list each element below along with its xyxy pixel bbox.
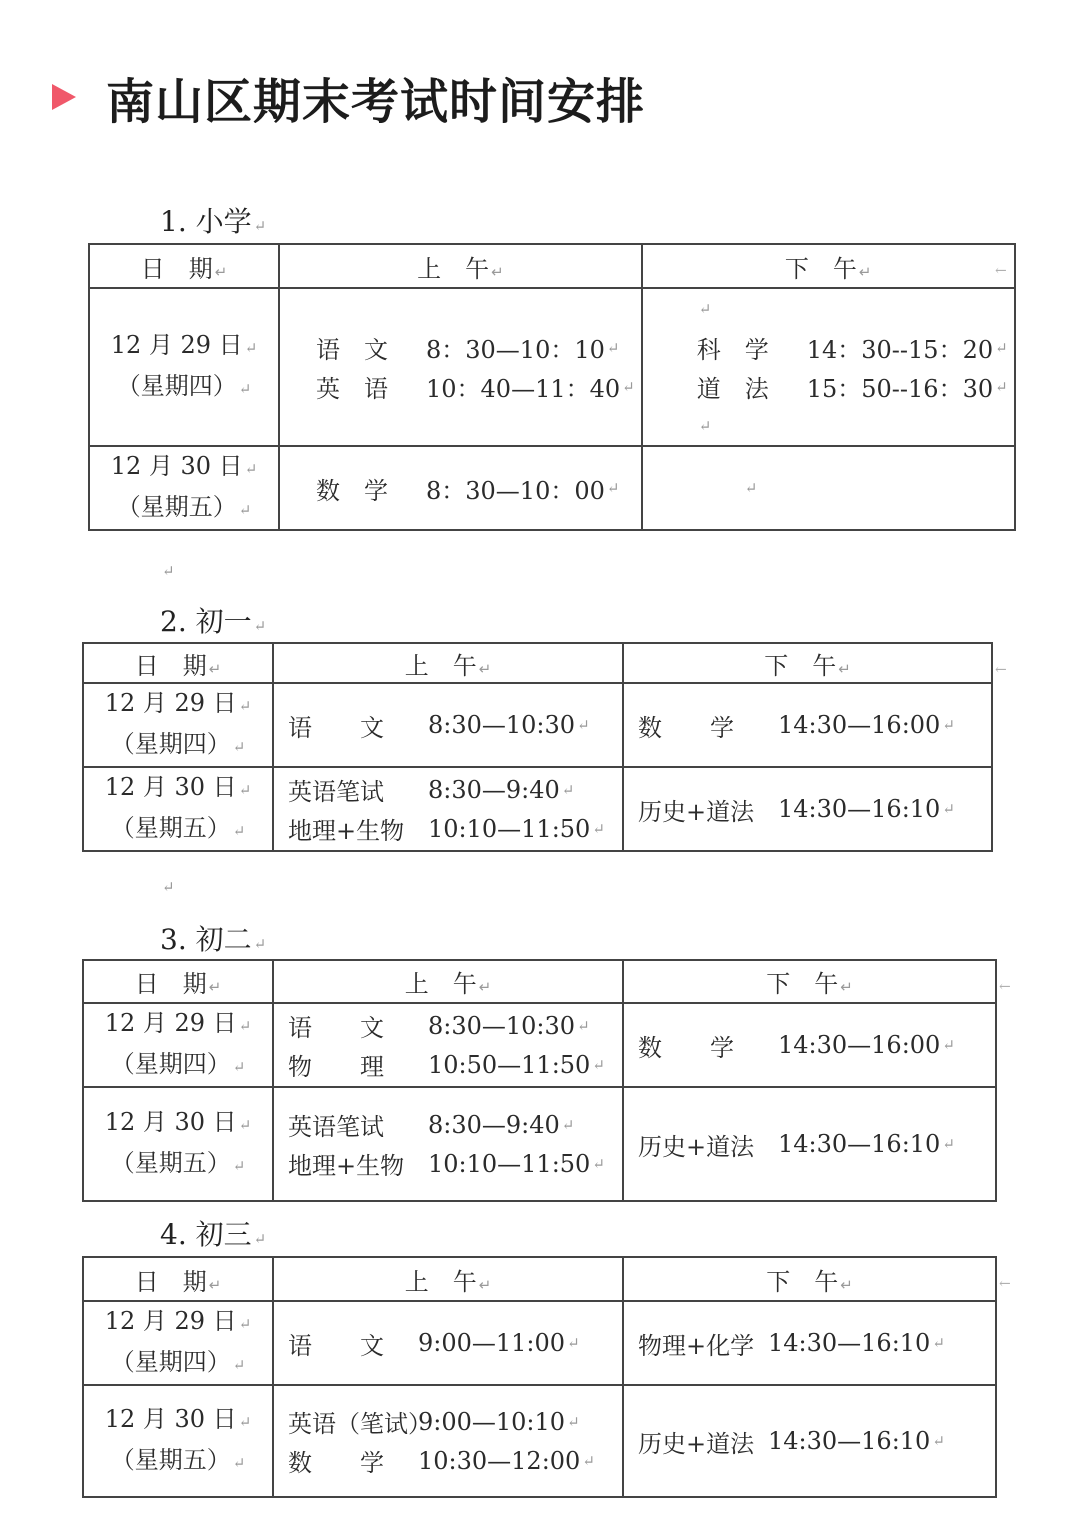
exam-time: 14：30--15：20 [806, 336, 994, 364]
exam-time: 10:10—11:50 [428, 814, 591, 843]
exam-entry [288, 1324, 616, 1363]
column-header-label: 下 午 [784, 254, 857, 283]
exam-subject: 地理+生物 [288, 817, 405, 845]
date-value: 12 月 29 日 [104, 1307, 237, 1335]
paragraph-mark-icon: ↵ [232, 1454, 246, 1472]
exam-entry [288, 1045, 616, 1084]
paragraph-mark-icon: ↵ [561, 780, 575, 799]
exam-entry [638, 1026, 989, 1065]
pm-exam-cell [623, 1003, 996, 1087]
column-header-label: 上 午 [417, 254, 490, 283]
exam-subject: 英 语 [316, 375, 388, 403]
am-exam-cell [273, 1087, 623, 1201]
date-value: 12 月 30 日 [104, 773, 237, 801]
section-title-text: 4. 初三 [160, 1218, 252, 1251]
paragraph-mark-icon: ↵ [840, 978, 853, 996]
exam-time: 8:30—10:30 [428, 711, 576, 739]
section-title [160, 600, 266, 640]
row-end-mark-icon: ← [999, 1276, 1011, 1292]
column-header-am [273, 643, 623, 683]
paragraph-mark-icon: ↵ [232, 822, 246, 840]
section-title [160, 200, 266, 240]
column-header-label: 上 午 [404, 651, 477, 680]
exam-time: 8:30—10:30 [428, 1011, 576, 1040]
pm-exam-cell [623, 1301, 996, 1385]
paragraph-mark-icon: ↵ [606, 338, 620, 357]
column-header-label: 日 期 [134, 970, 207, 998]
exam-subject: 地理+生物 [288, 1152, 405, 1180]
date-text [84, 1400, 272, 1441]
paragraph-mark-icon: ↵ [932, 1432, 945, 1450]
weekday-value: （星期四） [116, 372, 237, 400]
exam-subject: 历史+道法 [638, 797, 755, 826]
paragraph-mark-icon: ↵ [162, 562, 175, 580]
paragraph-mark-icon: ↵ [162, 878, 175, 896]
table-header-row [83, 643, 992, 683]
date-cell [89, 446, 279, 530]
exam-time: 10：40—11：40 [426, 375, 621, 403]
weekday-text [84, 1441, 272, 1482]
section-title-text: 2. 初一 [160, 605, 252, 638]
paragraph-mark-icon: ↵ [698, 416, 712, 435]
column-header-date [89, 244, 279, 288]
paragraph-mark-icon: ↵ [995, 338, 1008, 357]
date-text [84, 1302, 272, 1343]
paragraph-mark-icon: ↵ [592, 1154, 605, 1173]
section-title [160, 918, 266, 958]
exam-entry [638, 790, 985, 829]
exam-subject: 数 学 [638, 1033, 734, 1062]
exam-time: 9:00—11:00 [418, 1329, 566, 1357]
table-row [83, 1087, 996, 1201]
pm-exam-cell [623, 1087, 996, 1201]
paragraph-mark-icon: ↵ [478, 978, 492, 996]
exam-entry [288, 1006, 616, 1045]
paragraph-mark-icon: ↵ [995, 377, 1008, 396]
paragraph-mark-icon: ↵ [567, 1334, 580, 1352]
date-cell [83, 1087, 273, 1201]
paragraph-mark-icon: ↵ [582, 1451, 595, 1470]
paragraph-mark-icon: ↵ [232, 1157, 246, 1175]
paragraph-mark-icon: ↵ [577, 1016, 590, 1035]
column-header-am [273, 1257, 623, 1301]
table-header-row [83, 1257, 996, 1301]
weekday-text [90, 488, 278, 529]
date-cell [83, 683, 273, 767]
exam-subject: 历史+道法 [638, 1132, 755, 1161]
pm-exam-cell [623, 683, 992, 767]
paragraph-mark-icon: ↵ [214, 262, 228, 281]
exam-subject: 英语（笔试） [288, 1410, 432, 1438]
paragraph-mark-icon: ↵ [253, 617, 267, 635]
paragraph-mark-icon: ↵ [238, 501, 252, 519]
date-value: 12 月 30 日 [110, 452, 243, 480]
paragraph-mark-icon: ↵ [478, 1275, 492, 1294]
column-header-am [279, 244, 642, 288]
date-cell [83, 1385, 273, 1497]
exam-entry [638, 1324, 989, 1363]
schedule-table [82, 959, 997, 1202]
paragraph-mark-icon: ↵ [253, 217, 267, 235]
column-header-label: 下 午 [766, 1267, 839, 1296]
weekday-value: （星期五） [116, 493, 237, 521]
paragraph-mark-icon: ↵ [232, 1356, 246, 1374]
exam-subject: 物理+化学 [638, 1331, 755, 1360]
exam-subject: 物 理 [288, 1053, 384, 1081]
date-text [84, 768, 272, 809]
table-row [83, 1301, 996, 1385]
exam-subject: 语 文 [316, 336, 388, 364]
column-header-date [83, 960, 273, 1003]
paragraph-mark-icon: ↵ [622, 377, 635, 396]
column-header-label: 日 期 [134, 1267, 207, 1296]
table-row [83, 767, 992, 851]
date-text [90, 447, 278, 488]
am-exam-cell [273, 683, 623, 767]
paragraph-mark-icon: ↵ [942, 1135, 955, 1153]
date-text [84, 1004, 272, 1045]
column-header-label: 上 午 [404, 970, 477, 998]
column-header-label: 下 午 [766, 970, 839, 998]
column-header-label: 上 午 [404, 1267, 477, 1296]
column-header-pm [623, 1257, 996, 1301]
weekday-text [84, 725, 272, 766]
paragraph-mark-icon: ↵ [238, 697, 252, 715]
exam-entry [316, 469, 635, 508]
am-exam-cell [273, 1003, 623, 1087]
column-header-label: 日 期 [140, 254, 213, 283]
empty-cell-mark [697, 469, 1008, 508]
column-header-pm [623, 643, 992, 683]
exam-time: 10:10—11:50 [428, 1149, 591, 1178]
paragraph-mark-icon: ↵ [838, 659, 851, 678]
exam-time: 10:30—12:00 [418, 1446, 581, 1475]
paragraph-mark-icon: ↵ [932, 1334, 945, 1352]
paragraph-mark-icon: ↵ [592, 819, 605, 838]
weekday-value: （星期四） [110, 730, 231, 758]
pm-exam-cell [642, 288, 1015, 446]
weekday-value: （星期五） [110, 1149, 231, 1177]
paragraph-mark-icon: ↵ [577, 716, 590, 734]
exam-time: 9:00—10:10 [418, 1407, 566, 1436]
row-end-mark-icon: ← [995, 263, 1007, 279]
page-title: 南山区期末考试时间安排 [106, 73, 646, 130]
section-title-text: 1. 小学 [160, 205, 252, 238]
exam-entry [288, 770, 616, 809]
paragraph-mark-icon: ↵ [238, 1315, 252, 1333]
paragraph-mark-icon: ↵ [491, 262, 504, 281]
paragraph-mark-icon: ↵ [238, 781, 252, 799]
exam-subject: 英语笔试 [288, 778, 384, 806]
section-title [160, 1213, 266, 1253]
exam-subject: 语 文 [288, 1014, 384, 1042]
paragraph-mark-icon: ↵ [232, 738, 246, 756]
date-cell [83, 1003, 273, 1087]
column-header-date [83, 643, 273, 683]
exam-time: 8：30—10：10 [426, 336, 605, 364]
paragraph-mark-icon: ↵ [942, 716, 955, 734]
exam-entry [288, 1441, 616, 1480]
date-value: 12 月 29 日 [110, 331, 243, 359]
empty-line-mark [697, 289, 1008, 328]
paragraph-mark-icon: ↵ [942, 1036, 955, 1054]
page-header [52, 62, 645, 132]
date-value: 12 月 29 日 [104, 689, 237, 717]
exam-time: 14:30—16:10 [768, 1329, 931, 1357]
exam-time: 14:30—16:00 [778, 711, 941, 739]
column-header-pm [642, 244, 1015, 288]
column-header-pm [623, 960, 996, 1003]
empty-line-mark [697, 406, 1008, 445]
column-header-am [273, 960, 623, 1003]
exam-subject: 道 法 [696, 375, 769, 403]
paragraph-mark-icon: ↵ [478, 659, 492, 678]
exam-time: 8：30—10：00 [426, 476, 605, 505]
table-header-row [83, 960, 996, 1003]
table-header-row [89, 244, 1015, 288]
paragraph-mark-icon: ↵ [208, 1275, 222, 1294]
am-exam-cell [273, 1301, 623, 1385]
weekday-text [90, 367, 278, 408]
exam-time: 10:50—11:50 [428, 1050, 591, 1079]
weekday-text [84, 1343, 272, 1384]
exam-time: 14:30—16:10 [778, 795, 941, 823]
paragraph-mark-icon: ↵ [561, 1115, 575, 1134]
weekday-value: （星期五） [110, 1446, 231, 1474]
weekday-text [84, 1144, 272, 1185]
paragraph-mark-icon: ↵ [208, 978, 222, 996]
row-end-mark-icon: ← [995, 662, 1007, 678]
pm-exam-cell [623, 1385, 996, 1497]
column-header-label: 下 午 [764, 651, 837, 680]
schedule-table [82, 642, 993, 852]
date-value: 12 月 30 日 [104, 1108, 237, 1136]
pm-exam-cell [642, 446, 1015, 530]
exam-entry [288, 706, 616, 745]
date-cell [83, 1301, 273, 1385]
pm-exam-cell [623, 767, 992, 851]
column-header-date [83, 1257, 273, 1301]
empty-paragraph-mark [160, 876, 175, 897]
paragraph-mark-icon: ↵ [606, 479, 620, 497]
am-exam-cell [273, 767, 623, 851]
exam-entry [638, 1422, 989, 1461]
play-arrow-icon [52, 84, 76, 110]
column-header-label: 日 期 [134, 651, 207, 680]
weekday-value: （星期四） [110, 1050, 231, 1078]
exam-subject: 语 文 [288, 1331, 384, 1360]
weekday-text [84, 809, 272, 850]
paragraph-mark-icon: ↵ [744, 479, 758, 497]
paragraph-mark-icon: ↵ [840, 1275, 853, 1294]
am-exam-cell [273, 1385, 623, 1497]
exam-subject: 数 学 [638, 713, 734, 742]
exam-time: 14:30—16:00 [778, 1031, 941, 1059]
paragraph-mark-icon: ↵ [592, 1055, 605, 1074]
table-row [83, 1003, 996, 1087]
exam-time: 8:30—9:40 [428, 1110, 560, 1139]
table-row [83, 683, 992, 767]
exam-entry [697, 328, 1008, 367]
exam-entry [316, 367, 635, 406]
exam-time: 8:30—9:40 [428, 775, 560, 804]
date-text [90, 326, 278, 367]
paragraph-mark-icon: ↵ [238, 1017, 252, 1035]
exam-subject: 历史+道法 [638, 1429, 755, 1458]
weekday-value: （星期四） [110, 1348, 231, 1376]
am-exam-cell [279, 446, 642, 530]
weekday-value: （星期五） [110, 814, 231, 842]
exam-entry [288, 1402, 616, 1441]
table-row [89, 288, 1015, 446]
exam-subject: 数 学 [316, 476, 388, 505]
exam-entry [638, 706, 985, 745]
paragraph-mark-icon: ↵ [253, 935, 267, 953]
paragraph-mark-icon: ↵ [698, 299, 712, 318]
exam-subject: 数 学 [288, 1449, 384, 1477]
paragraph-mark-icon: ↵ [232, 1058, 246, 1076]
exam-entry [638, 1125, 989, 1164]
paragraph-mark-icon: ↵ [238, 1413, 252, 1431]
am-exam-cell [279, 288, 642, 446]
table-row [83, 1385, 996, 1497]
date-cell [83, 767, 273, 851]
exam-entry [288, 1144, 616, 1183]
section-title-text: 3. 初二 [160, 923, 252, 956]
date-text [84, 684, 272, 725]
paragraph-mark-icon: ↵ [244, 460, 258, 478]
schedule-table [82, 1256, 997, 1498]
exam-subject: 科 学 [696, 336, 769, 364]
weekday-text [84, 1045, 272, 1086]
paragraph-mark-icon: ↵ [253, 1230, 267, 1248]
paragraph-mark-icon: ↵ [238, 1116, 252, 1134]
row-end-mark-icon: ← [999, 979, 1011, 995]
exam-subject: 语 文 [288, 713, 384, 742]
table-row [89, 446, 1015, 530]
empty-paragraph-mark [160, 560, 175, 581]
date-cell [89, 288, 279, 446]
paragraph-mark-icon: ↵ [942, 800, 955, 818]
exam-time: 14:30—16:10 [778, 1130, 941, 1158]
exam-time: 14:30—16:10 [768, 1427, 931, 1455]
paragraph-mark-icon: ↵ [238, 380, 252, 398]
exam-subject: 英语笔试 [288, 1113, 384, 1141]
exam-time: 15：50--16：30 [806, 375, 994, 403]
exam-entry [697, 367, 1008, 406]
exam-entry [288, 809, 616, 848]
paragraph-mark-icon: ↵ [244, 339, 258, 357]
date-value: 12 月 30 日 [104, 1405, 237, 1433]
date-text [84, 1103, 272, 1144]
exam-entry [316, 328, 635, 367]
schedule-table [88, 243, 1016, 531]
exam-entry [288, 1105, 616, 1144]
paragraph-mark-icon: ↵ [567, 1412, 580, 1431]
paragraph-mark-icon: ↵ [208, 659, 222, 678]
paragraph-mark-icon: ↵ [858, 262, 872, 281]
date-value: 12 月 29 日 [104, 1009, 237, 1037]
